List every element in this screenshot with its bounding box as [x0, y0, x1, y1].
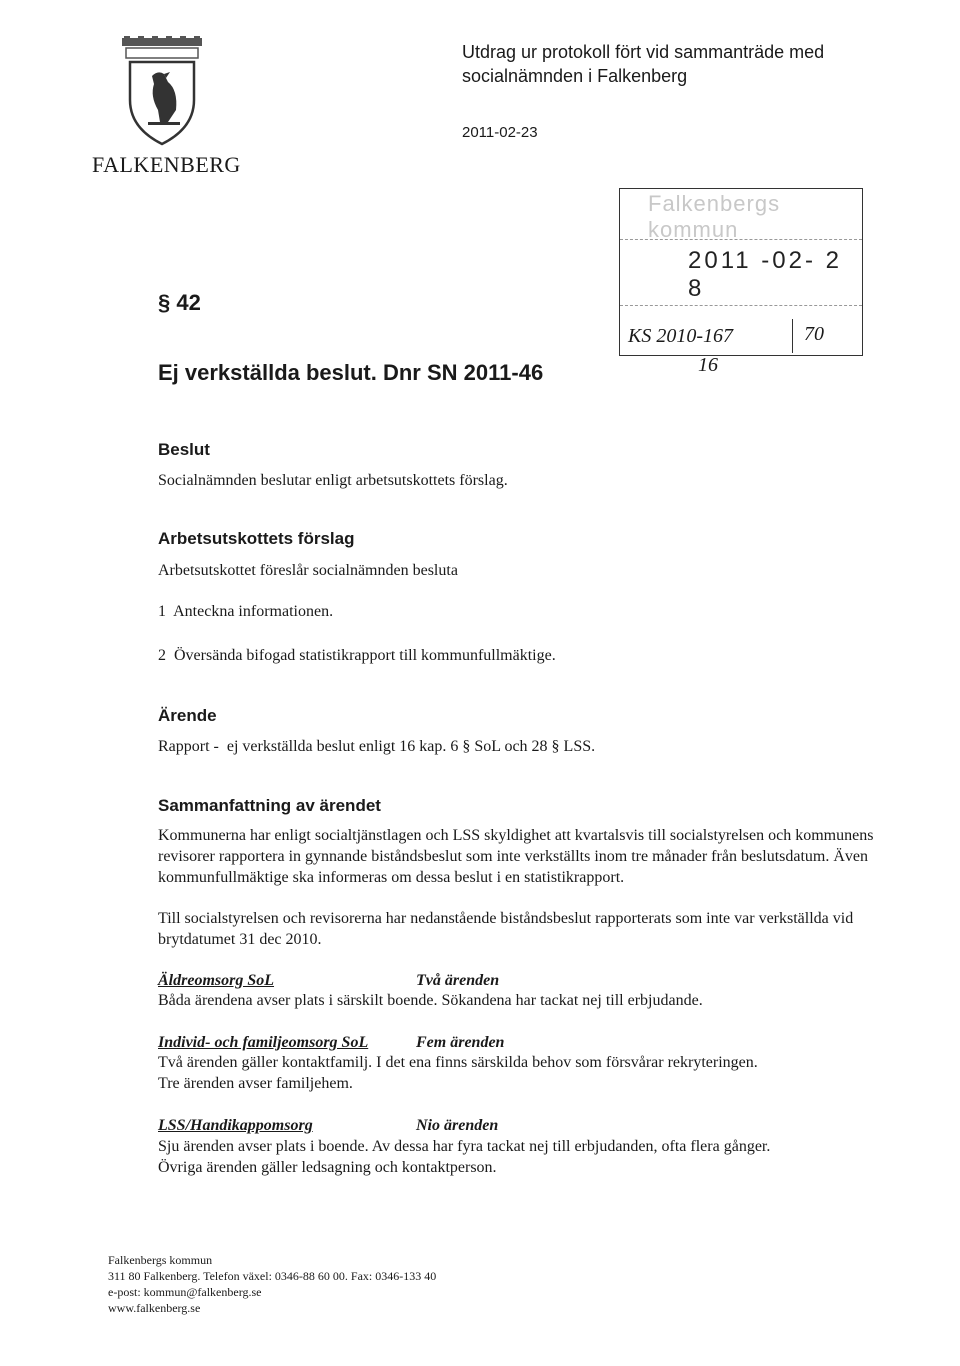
footer-line: 311 80 Falkenberg. Telefon växel: 0346-88 60 00. Fax: 0346-133 40: [108, 1269, 437, 1283]
stamp-diary-number: KS 2010-167: [628, 325, 733, 347]
category-text: [158, 1136, 878, 1178]
category-line: Båda ärendena avser plats i särskilt boende. Sökandena har tackat nej till erbjudande.: [158, 992, 703, 1009]
decision-text: Socialnämnden beslutar enligt arbetsutskottets förslag.: [158, 472, 508, 489]
category-heading: [158, 970, 499, 991]
category-title: Äldreomsorg SoL: [158, 972, 275, 989]
category-line: Sju ärenden avser plats i boende. Av dessa har fyra tackat nej till erbjudanden, ofta flera gånger.: [158, 1138, 771, 1155]
proposal-heading: Arbetsutskottets förslag: [158, 529, 355, 548]
proposal-item: 1 Anteckna informationen.: [158, 603, 334, 620]
category-text: [158, 1052, 878, 1094]
summary-paragraph: Kommunerna har enligt socialtjänstlagen och LSS skyldighet att kvartalsvis till socialstyrelsen och kommunens revisorer rapportera in gynnande biståndsbeslut som inte verkställts inom tre månader från beslutsdatum. Även kommunfullmäktige ska informeras om dessa beslut i en statistikrapport.: [158, 827, 874, 886]
category-count: Fem ärenden: [416, 1034, 505, 1051]
matter-heading: Ärende: [158, 706, 217, 725]
footer-line: Falkenbergs kommun: [108, 1253, 213, 1267]
stamp-sub-number: 16: [698, 354, 718, 376]
header-title-line: Utdrag ur protokoll fört vid sammanträde med: [462, 42, 825, 62]
protocol-header-title: [462, 40, 902, 88]
category-line: Övriga ärenden gäller ledsagning och kontaktperson.: [158, 1159, 497, 1176]
category-count: Nio ärenden: [416, 1117, 499, 1134]
category-count: Två ärenden: [416, 972, 500, 989]
case-title: Ej verkställda beslut. Dnr SN 2011-46: [158, 360, 544, 385]
paragraph-number: § 42: [158, 290, 201, 315]
footer-contact: [108, 1252, 436, 1316]
category-title: LSS/Handikappomsorg: [158, 1117, 313, 1134]
category-heading: [158, 1032, 504, 1053]
proposal-intro: Arbetsutskottet föreslår socialnämnden besluta: [158, 562, 458, 579]
summary-heading: Sammanfattning av ärendet: [158, 796, 381, 815]
category-heading: [158, 1115, 498, 1136]
received-stamp: [619, 188, 863, 356]
category-title: Individ- och familjeomsorg SoL: [158, 1034, 369, 1051]
stamp-received-date: 2011 -02- 2 8: [688, 247, 842, 302]
coat-of-arms-logo: [118, 36, 206, 148]
proposal-item: 2 Översända bifogad statistikrapport till kommunfullmäktige.: [158, 647, 556, 664]
stamp-dpl-number: 70: [804, 323, 824, 345]
category-line: Två ärenden gäller kontaktfamilj. I det ena finns särskilda behov som försvårar rekryteringen.: [158, 1054, 758, 1071]
meeting-date: 2011-02-23: [462, 124, 538, 141]
municipality-name: FALKENBERG: [92, 152, 241, 177]
stamp-organization: Falkenbergs kommun: [648, 191, 781, 242]
footer-website: www.falkenberg.se: [108, 1301, 201, 1315]
footer-email: e-post: kommun@falkenberg.se: [108, 1285, 262, 1299]
matter-text: Rapport - ej verkställda beslut enligt 16 kap. 6 § SoL och 28 § LSS.: [158, 738, 596, 755]
header-title-line: socialnämnden i Falkenberg: [462, 66, 688, 86]
category-text: [158, 990, 878, 1011]
category-line: Tre ärenden avser familjehem.: [158, 1075, 353, 1092]
decision-heading: Beslut: [158, 440, 210, 459]
summary-paragraph: Till socialstyrelsen och revisorerna har nedanstående biståndsbeslut rapporterats som inte var verkställda vid brytdatumet 31 dec 2010.: [158, 910, 854, 948]
